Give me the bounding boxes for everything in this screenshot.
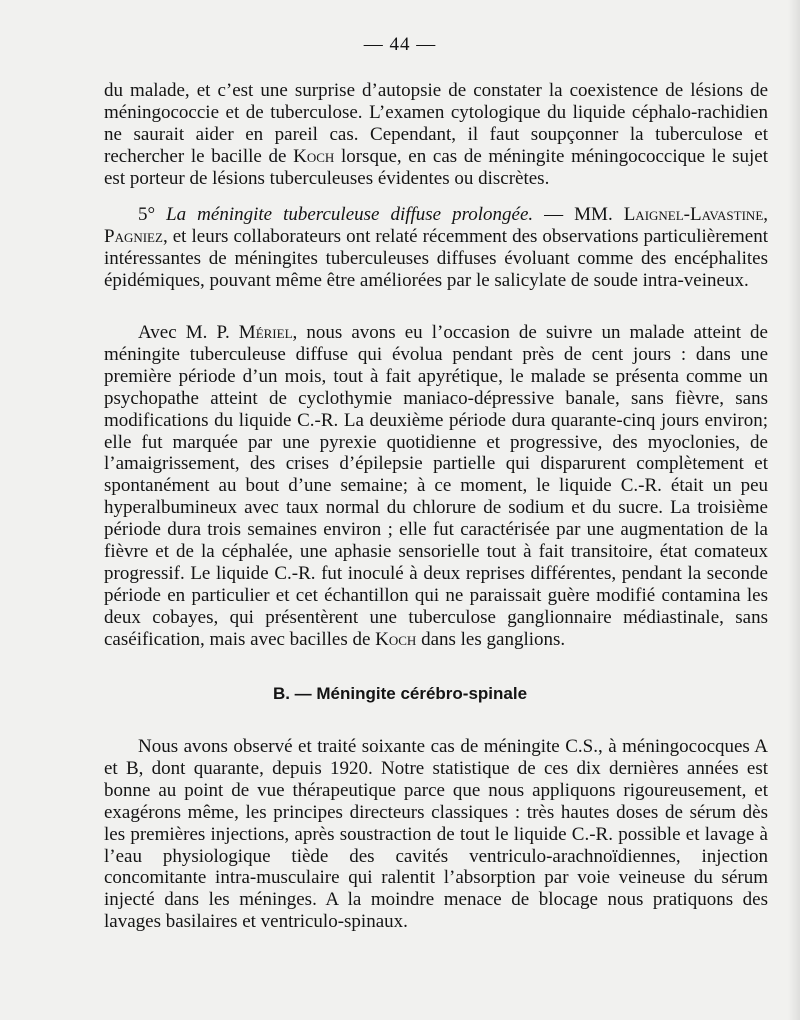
paragraph-case-report — [104, 322, 768, 651]
paragraph-text: , et leurs collaborateurs ont relaté récemment des observations particulièrement intéressantes de méningites tuberculeuses diffuses évoluant comme des encéphalites épidémiques, pouvant même être améliorées par le salicylate de soude intra-veineux. — [104, 225, 768, 291]
paragraph-cerebrospinal — [104, 736, 768, 933]
item-number: 5° — [138, 204, 156, 225]
page-edge-shadow — [788, 0, 800, 1020]
section-heading-b: B. — Méningite cérébro-spinale — [272, 684, 528, 703]
paragraph-text: — MM. — [533, 204, 624, 225]
paragraph-text: du malade, et c’est une surprise d’autopsie de constater la coexistence de lésions de méningococcie et de tuberculose. L’examen cytologique du liquide céphalo-rachidien ne saurait aider en pareil cas. Cependant, il faut soupçonner la tuberculose et rechercher le bacille de — [104, 80, 768, 167]
paragraph-text: lorsque, en cas de méningite méningococcique le sujet est porteur de lésions tuberculeuses évidentes ou discrètes. — [104, 145, 769, 189]
page-number: — 44 — — [363, 34, 437, 55]
author-name-pagniez: Pagniez — [104, 225, 163, 247]
paragraph-diffuse-meningitis — [104, 204, 768, 292]
paragraph-autopsy — [104, 80, 768, 190]
paragraph-text: , nous avons eu l’occasion de suivre un malade atteint de méningite tuberculeuse diffuse qui évolua pendant près de cent jours : dans une première période d’un mois, tout à fait apyrétique, le malade se présenta comme un psychopathe atteint de cyclothymie maniaco-dépressive banale, sans fièvre, sans modifications du liquide C.-R. La deuxième période dura quarante-cinq jours environ; elle fut marquée par une pyrexie quotidienne et progressive, des myoclonies, de l’amaigrissement, des crises d’épilepsie partielle qui disparurent complètement et spontanément au bout d’une semaine; à ce moment, le liquide C.-R. était un peu hyperalbumineux avec taux normal du chlorure de sodium et du sucre. La troisième période dura trois semaines environ ; elle fut caractérisée par une augmentation de la fièvre et de la céphalée, une aphasie sensorielle tout à fait transitoire, état comateux progressif. Le liquide C.-R. fut inoculé à deux reprises différentes, pendant la seconde période en particulier et cet échantillon qui ne paraissait guère modifié contamina les deux cobayes, qui présentèrent une tuberculose ganglionnaire médiastinale, sans caséification, mais avec bacilles de — [104, 322, 768, 650]
paragraph-text: dans les ganglions. — [416, 628, 566, 650]
paragraph-text: Nous avons observé et traité soixante cas de méningite C.S., à méningococques A et B, dont quarante, depuis 1920. Notre statistique de ces dix dernières années est bonne au point de vue thérapeutique parce que nous appliquons rigoureusement, et exagérons même, les principes directeurs classiques : très hautes doses de sérum dès les premières injections, après soustraction de tout le liquide C.-R. possible et lavage à l’eau physiologique tiède des cavités ventriculo-arachnoïdiennes, injection concomitante intra-musculaire qui ralentit l’absorption par voie veineuse du sérum injecté dans les méninges. A la moindre menace de blocage nous pratiquons des lavages basilaires et ventriculo-spinaux. — [104, 736, 768, 933]
author-name-laignel-lavastine: Laignel-Lavastine — [623, 204, 764, 225]
author-name-meriel: Mériel — [238, 322, 293, 343]
paragraph-text: Avec M. P. — [138, 322, 239, 343]
author-name-koch: Koch — [375, 628, 417, 650]
author-name-koch: Koch — [293, 145, 335, 167]
paragraph-title: La méningite tuberculeuse diffuse prolongée. — [166, 204, 534, 225]
paragraph-text: , — [763, 204, 769, 225]
